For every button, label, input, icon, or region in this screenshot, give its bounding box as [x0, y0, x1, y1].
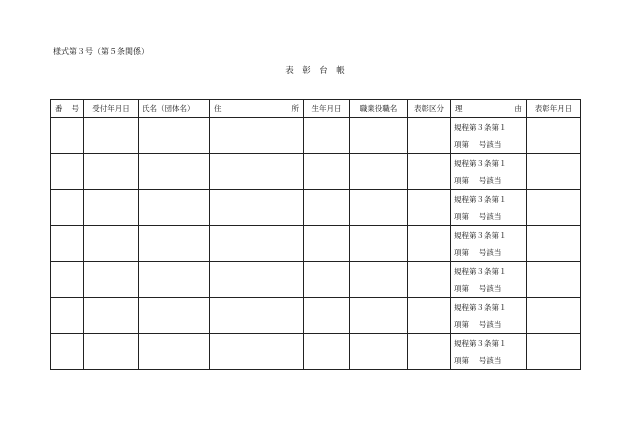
reason-line-2: 項第 号該当: [454, 247, 502, 257]
header-receipt-date: 受付年月日: [84, 100, 139, 118]
cell-occupation: [350, 154, 408, 190]
table-row: [51, 190, 581, 226]
cell-name: [139, 262, 210, 298]
cell-occupation: [350, 190, 408, 226]
cell-reason: [451, 298, 527, 334]
reason-line-2: 項第 号該当: [454, 139, 502, 149]
cell-reason: [451, 190, 527, 226]
cell-award-category: [408, 226, 451, 262]
cell-address: [210, 262, 304, 298]
cell-award-date: [527, 262, 581, 298]
reason-line-1: 規程第３条第１: [454, 266, 507, 276]
reason-line-2: 項第 号該当: [454, 211, 502, 221]
cell-award-date: [527, 298, 581, 334]
reason-line-1: 規程第３条第１: [454, 194, 507, 204]
cell-address: [210, 118, 304, 154]
reason-line-1: 規程第３条第１: [454, 338, 507, 348]
cell-birth-date: [304, 262, 350, 298]
cell-receipt-date: [84, 226, 139, 262]
header-address: [210, 100, 304, 118]
cell-award-date: [527, 190, 581, 226]
award-ledger-table: [50, 99, 581, 370]
cell-award-category: [408, 334, 451, 370]
cell-reason: [451, 118, 527, 154]
cell-receipt-date: [84, 154, 139, 190]
cell-name: [139, 190, 210, 226]
header-name: 氏名（団体名）: [139, 100, 210, 118]
cell-name: [139, 118, 210, 154]
header-reason-left: 理: [455, 104, 463, 113]
header-occupation: 職業役職名: [350, 100, 408, 118]
table-row: [51, 154, 581, 190]
table-row: [51, 226, 581, 262]
cell-receipt-date: [84, 298, 139, 334]
cell-reason: [451, 226, 527, 262]
header-award-date: 表彰年月日: [527, 100, 581, 118]
cell-occupation: [350, 334, 408, 370]
cell-address: [210, 226, 304, 262]
cell-award-date: [527, 118, 581, 154]
cell-name: [139, 226, 210, 262]
cell-occupation: [350, 298, 408, 334]
cell-reason: [451, 334, 527, 370]
cell-award-category: [408, 190, 451, 226]
cell-birth-date: [304, 190, 350, 226]
cell-birth-date: [304, 298, 350, 334]
cell-receipt-date: [84, 118, 139, 154]
cell-receipt-date: [84, 190, 139, 226]
header-birth-date: 生年月日: [304, 100, 350, 118]
header-address-right: 所: [291, 104, 299, 113]
reason-line-1: 規程第３条第１: [454, 230, 507, 240]
cell-address: [210, 190, 304, 226]
cell-number: [51, 298, 84, 334]
cell-receipt-date: [84, 262, 139, 298]
cell-number: [51, 154, 84, 190]
cell-address: [210, 154, 304, 190]
cell-award-category: [408, 118, 451, 154]
table-row: [51, 298, 581, 334]
cell-award-category: [408, 262, 451, 298]
cell-number: [51, 190, 84, 226]
table-row: [51, 262, 581, 298]
cell-award-date: [527, 334, 581, 370]
reason-line-2: 項第 号該当: [454, 319, 502, 329]
reason-line-2: 項第 号該当: [454, 175, 502, 185]
cell-address: [210, 298, 304, 334]
cell-number: [51, 226, 84, 262]
cell-award-date: [527, 154, 581, 190]
cell-birth-date: [304, 154, 350, 190]
table-row: [51, 334, 581, 370]
header-address-left: 住: [214, 104, 222, 113]
cell-name: [139, 298, 210, 334]
table-row: [51, 118, 581, 154]
cell-number: [51, 334, 84, 370]
page-title: 表 彰 台 帳: [285, 66, 345, 76]
cell-birth-date: [304, 334, 350, 370]
cell-address: [210, 334, 304, 370]
cell-reason: [451, 154, 527, 190]
cell-occupation: [350, 262, 408, 298]
cell-receipt-date: [84, 334, 139, 370]
cell-name: [139, 154, 210, 190]
reason-line-1: 規程第３条第１: [454, 122, 507, 132]
cell-reason: [451, 262, 527, 298]
form-label: 様式第３号（第５条関係）: [53, 47, 149, 56]
reason-line-1: 規程第３条第１: [454, 302, 507, 312]
header-row: [51, 100, 581, 118]
header-reason-right: 由: [514, 104, 522, 113]
header-reason: [451, 100, 527, 118]
cell-birth-date: [304, 118, 350, 154]
cell-occupation: [350, 118, 408, 154]
header-number: 番 号: [51, 100, 84, 118]
reason-line-2: 項第 号該当: [454, 355, 502, 365]
cell-number: [51, 118, 84, 154]
cell-award-category: [408, 154, 451, 190]
reason-line-2: 項第 号該当: [454, 283, 502, 293]
cell-number: [51, 262, 84, 298]
cell-award-category: [408, 298, 451, 334]
cell-name: [139, 334, 210, 370]
header-award-category: 表彰区分: [408, 100, 451, 118]
cell-birth-date: [304, 226, 350, 262]
cell-occupation: [350, 226, 408, 262]
cell-award-date: [527, 226, 581, 262]
reason-line-1: 規程第３条第１: [454, 158, 507, 168]
